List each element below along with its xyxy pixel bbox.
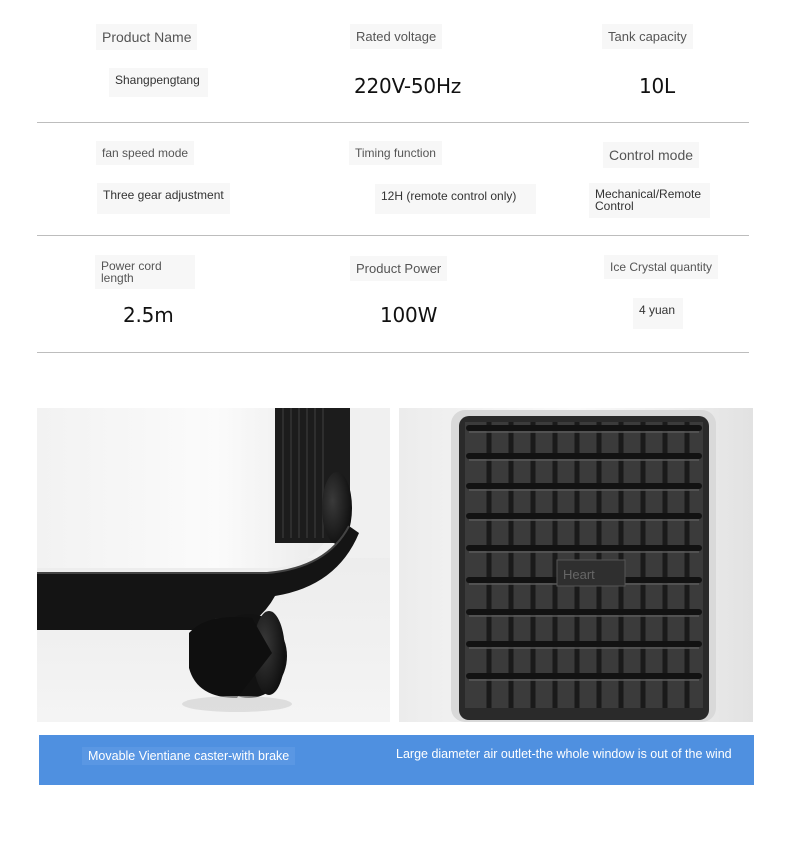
fan-speed-mode-value: Three gear adjustment <box>97 183 230 214</box>
divider-1 <box>37 122 749 123</box>
tank-capacity-value: 10L <box>639 74 675 98</box>
product-power-value: 100W <box>380 303 438 327</box>
ice-crystal-quantity-value: 4 yuan <box>633 298 683 329</box>
caster-caption: Movable Vientiane caster-with brake <box>82 747 295 765</box>
outlet-badge-text: Heart <box>563 567 595 582</box>
caster-wheel-photo <box>37 408 390 722</box>
rated-voltage-label: Rated voltage <box>350 24 442 49</box>
rated-voltage-value: 220V-50Hz <box>354 74 462 98</box>
air-outlet-photo <box>399 408 753 722</box>
caster-wheel-illustration <box>37 408 390 722</box>
ice-crystal-quantity-label: Ice Crystal quantity <box>604 255 718 279</box>
timing-function-value: 12H (remote control only) <box>375 184 536 214</box>
control-mode-label: Control mode <box>603 142 699 168</box>
power-cord-length-value: 2.5m <box>123 303 174 327</box>
divider-3 <box>37 352 749 353</box>
caption-bar <box>39 735 754 785</box>
product-name-label: Product Name <box>96 24 197 50</box>
timing-function-label: Timing function <box>349 141 442 165</box>
fan-speed-mode-label: fan speed mode <box>96 141 194 165</box>
power-cord-length-label: Power cord length <box>95 255 195 289</box>
divider-2 <box>37 235 749 236</box>
product-power-label: Product Power <box>350 256 447 281</box>
product-name-value: Shangpengtang <box>109 68 208 97</box>
air-outlet-caption: Large diameter air outlet-the whole window is out of the wind <box>396 747 732 761</box>
control-mode-value: Mechanical/Remote Control <box>589 183 710 218</box>
air-outlet-illustration <box>399 408 753 722</box>
tank-capacity-label: Tank capacity <box>602 24 693 49</box>
